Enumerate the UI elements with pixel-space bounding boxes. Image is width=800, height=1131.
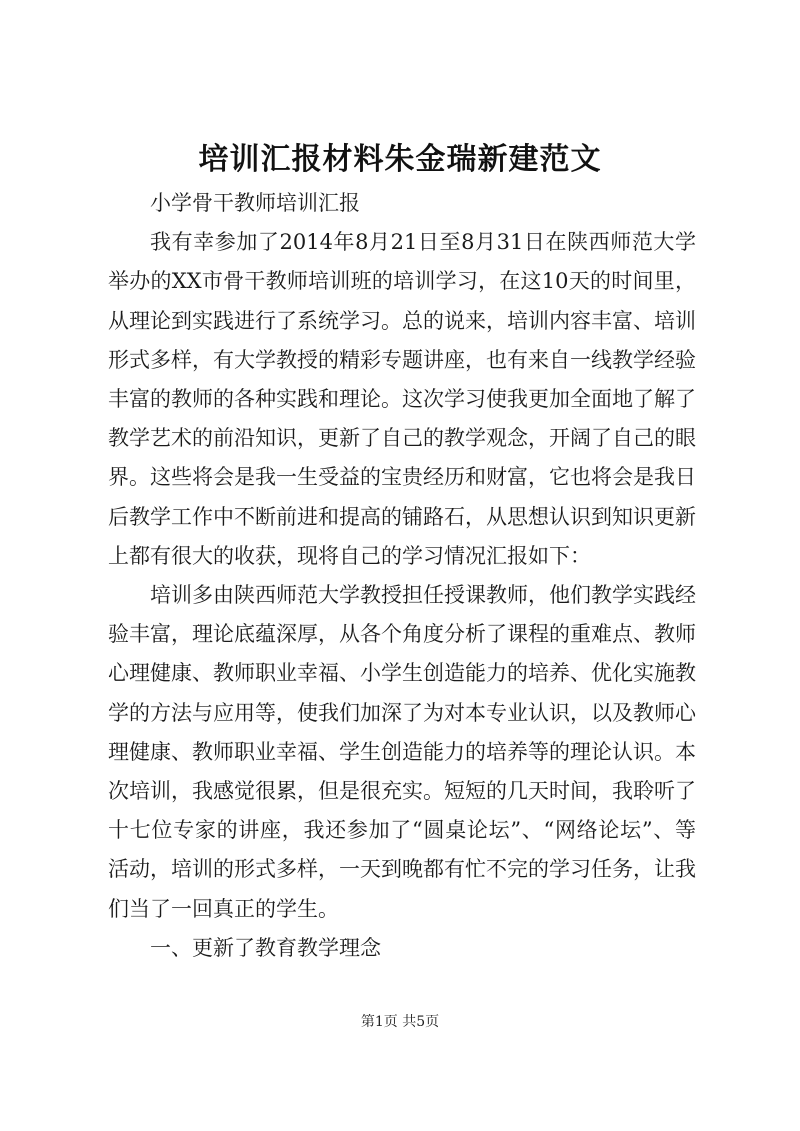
page-number: 第1页 共5页 xyxy=(360,1014,440,1030)
document-title: 培训汇报材料朱金瑞新建范文 xyxy=(198,142,602,177)
document-body xyxy=(108,184,696,968)
section-heading: 一、更新了教育教学理念 xyxy=(150,935,381,960)
paragraph-intro: 我有幸参加了2014年8月21日至8月31日在陕西师范大学举办的XX市骨干教师培训班的培训学习，在这10天的时间里，从理论到实践进行了系统学习。总的说来，培训内容丰富、培训形式多样，有大学教授的精彩专题讲座，也有来自一线教学经验丰富的教师的各种实践和理论。这次学习使我更加全面地了解了教学艺术的前沿知识，更新了自己的教学观念，开阔了自己的眼界。这些将会是我一生受益的宝贵经历和财富，它也将会是我日后教学工作中不断前进和提高的铺路石，从思想认识到知识更新上都有很大的收获，现将自己的学习情况汇报如下： xyxy=(108,230,696,568)
subtitle: 小学骨干教师培训汇报 xyxy=(150,191,360,215)
paragraph-training: 培训多由陕西师范大学教授担任授课教师，他们教学实践经验丰富，理论底蕴深厚，从各个角度分析了课程的重难点、教师心理健康、教师职业幸福、小学生创造能力的培养、优化实施教学的方法与应用等，使我们加深了为对本专业认识，以及教师心理健康、教师职业幸福、学生创造能力的培养等的理论认识。本次培训，我感觉很累，但是很充实。短短的几天时间，我聆听了十七位专家的讲座，我还参加了“圆桌论坛”、“网络论坛”、等活动，培训的形式多样，一天到晚都有忙不完的学习任务，让我们当了一回真正的学生。 xyxy=(108,583,696,921)
